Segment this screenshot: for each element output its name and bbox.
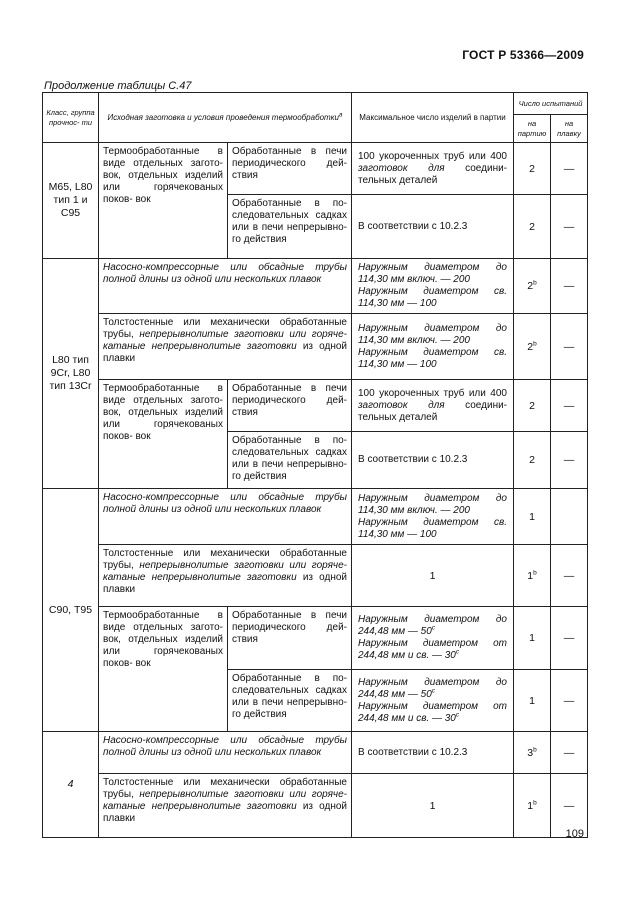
per-heat-cell: — [551,607,588,670]
max-cell: Наружным диаметром до 114,30 мм включ. — 200 Наружным диаметром св. 114,30 мм — 100 [352,314,514,380]
max-cell: Наружным диаметром до 114,30 мм включ. — 200 Наружным диаметром св. 114,30 мм — 100 [352,489,514,545]
source-cell: Термообработанные в виде отдельных загото- вок, отдельных изделий или горячекованых поков- вок [99,607,228,732]
class-cell: 4 [43,732,99,838]
per-lot-cell: 1 [514,670,551,732]
per-heat-cell: — [551,670,588,732]
per-lot-cell: 2 [514,143,551,195]
header-per-lot: на партию [514,115,551,143]
per-heat-cell: — [551,732,588,774]
table-row [43,732,588,774]
table-row [43,489,588,545]
table-row [43,259,588,314]
per-lot-cell: 2$^b$ [514,259,551,314]
table-row [43,380,588,432]
max-cell: В соответствии с 10.2.3 [352,432,514,489]
per-heat-cell: — [551,545,588,607]
condition-cell: Обработанные в по- следовательных садках или в печи непрерывно- го действия [228,195,352,259]
table-continuation-caption: Продолжение таблицы С.47 [44,80,192,92]
max-cell: В соответствии с 10.2.3 [352,195,514,259]
header-source: Исходная заготовка и условия проведения термообработки$^a$ [99,93,352,143]
source-cell: Насосно-компрессорные или обсадные трубы полной длины из одной или нескольких плавок [99,732,352,774]
header-tests: Число испытаний [514,93,588,115]
class-cell: М65, L80 тип 1 и С95 [43,143,99,259]
per-lot-cell: 1 [514,489,551,545]
per-lot-cell: 3$^b$ [514,732,551,774]
max-cell: 1 [352,774,514,838]
class-cell: С90, Т95 [43,489,99,732]
per-lot-cell: 2 [514,432,551,489]
condition-cell: Обработанные в печи периодического дей- ствия [228,607,352,670]
max-cell: 100 укороченных труб или 400 заготовок для соедини- тельных деталей [352,380,514,432]
max-cell: 100 укороченных труб или 400 заготовок для соедини- тельных деталей [352,143,514,195]
max-cell: Наружным диаметром до 244,48 мм — 50$^c$ Наружным диаметром от 244,48 мм и св. — 30$^c$ [352,670,514,732]
per-lot-cell: 1$^b$ [514,545,551,607]
max-cell: Наружным диаметром до 114,30 мм включ. — 200 Наружным диаметром св. 114,30 мм — 100 [352,259,514,314]
source-cell: Толстостенные или механически обработанные трубы, непрерывнолитые заготовки или горяче- катаные непрерывнолитые заготовки из одной плавки [99,545,352,607]
condition-cell: Обработанные в по- следовательных садках или в печи непрерывно- го действия [228,670,352,732]
class-cell: L80 тип 9Cr, L80 тип 13Cr [43,259,99,489]
header-per-heat: на плавку [551,115,588,143]
header-class: Класс, группа прочнос- ти [43,93,99,143]
source-cell: Толстостенные или механически обработанные трубы, непрерывнолитые заготовки или горяче- катаные непрерывнолитые заготовки из одной плавки [99,774,352,838]
table-row [43,774,588,838]
max-cell: В соответствии с 10.2.3 [352,732,514,774]
per-heat-cell: — [551,314,588,380]
table-row [43,314,588,380]
per-lot-cell: 1$^b$ [514,774,551,838]
standard-code: ГОСТ Р 53366—2009 [462,48,584,62]
source-cell: Насосно-компрессорные или обсадные трубы полной длины из одной или нескольких плавок [99,259,352,314]
table-row [43,143,588,195]
per-heat-cell: — [551,380,588,432]
header-max: Максимальное число изделий в партии [352,93,514,143]
source-cell: Термообработанные в виде отдельных загото- вок, отдельных изделий или горячекованых поков- вок [99,143,228,259]
page-number: 109 [565,828,584,840]
per-lot-cell: 2 [514,380,551,432]
per-lot-cell: 2 [514,195,551,259]
per-heat-cell [551,489,588,545]
max-cell: Наружным диаметром до 244,48 мм — 50$^c$ Наружным диаметром от 244,48 мм и св. — 30$^c$ [352,607,514,670]
source-cell: Насосно-компрессорные или обсадные трубы полной длины из одной или нескольких плавок [99,489,352,545]
per-heat-cell: — [551,143,588,195]
source-cell: Термообработанные в виде отдельных загото- вок, отдельных изделий или горячекованых поков- вок [99,380,228,489]
per-lot-cell: 1 [514,607,551,670]
table-row [43,545,588,607]
condition-cell: Обработанные в печи периодического дей- ствия [228,143,352,195]
per-heat-cell: — [551,432,588,489]
per-lot-cell: 2$^b$ [514,314,551,380]
table-c47 [42,92,588,838]
source-cell: Толстостенные или механически обработанные трубы, непрерывнолитые заготовки или горяче- катаные непрерывнолитые заготовки из одной плавки [99,314,352,380]
per-heat-cell: — [551,259,588,314]
condition-cell: Обработанные в по- следовательных садках или в печи непрерывно- го действия [228,432,352,489]
max-cell: 1 [352,545,514,607]
condition-cell: Обработанные в печи периодического дей- ствия [228,380,352,432]
per-heat-cell: — [551,774,588,838]
table-row [43,607,588,670]
per-heat-cell: — [551,195,588,259]
